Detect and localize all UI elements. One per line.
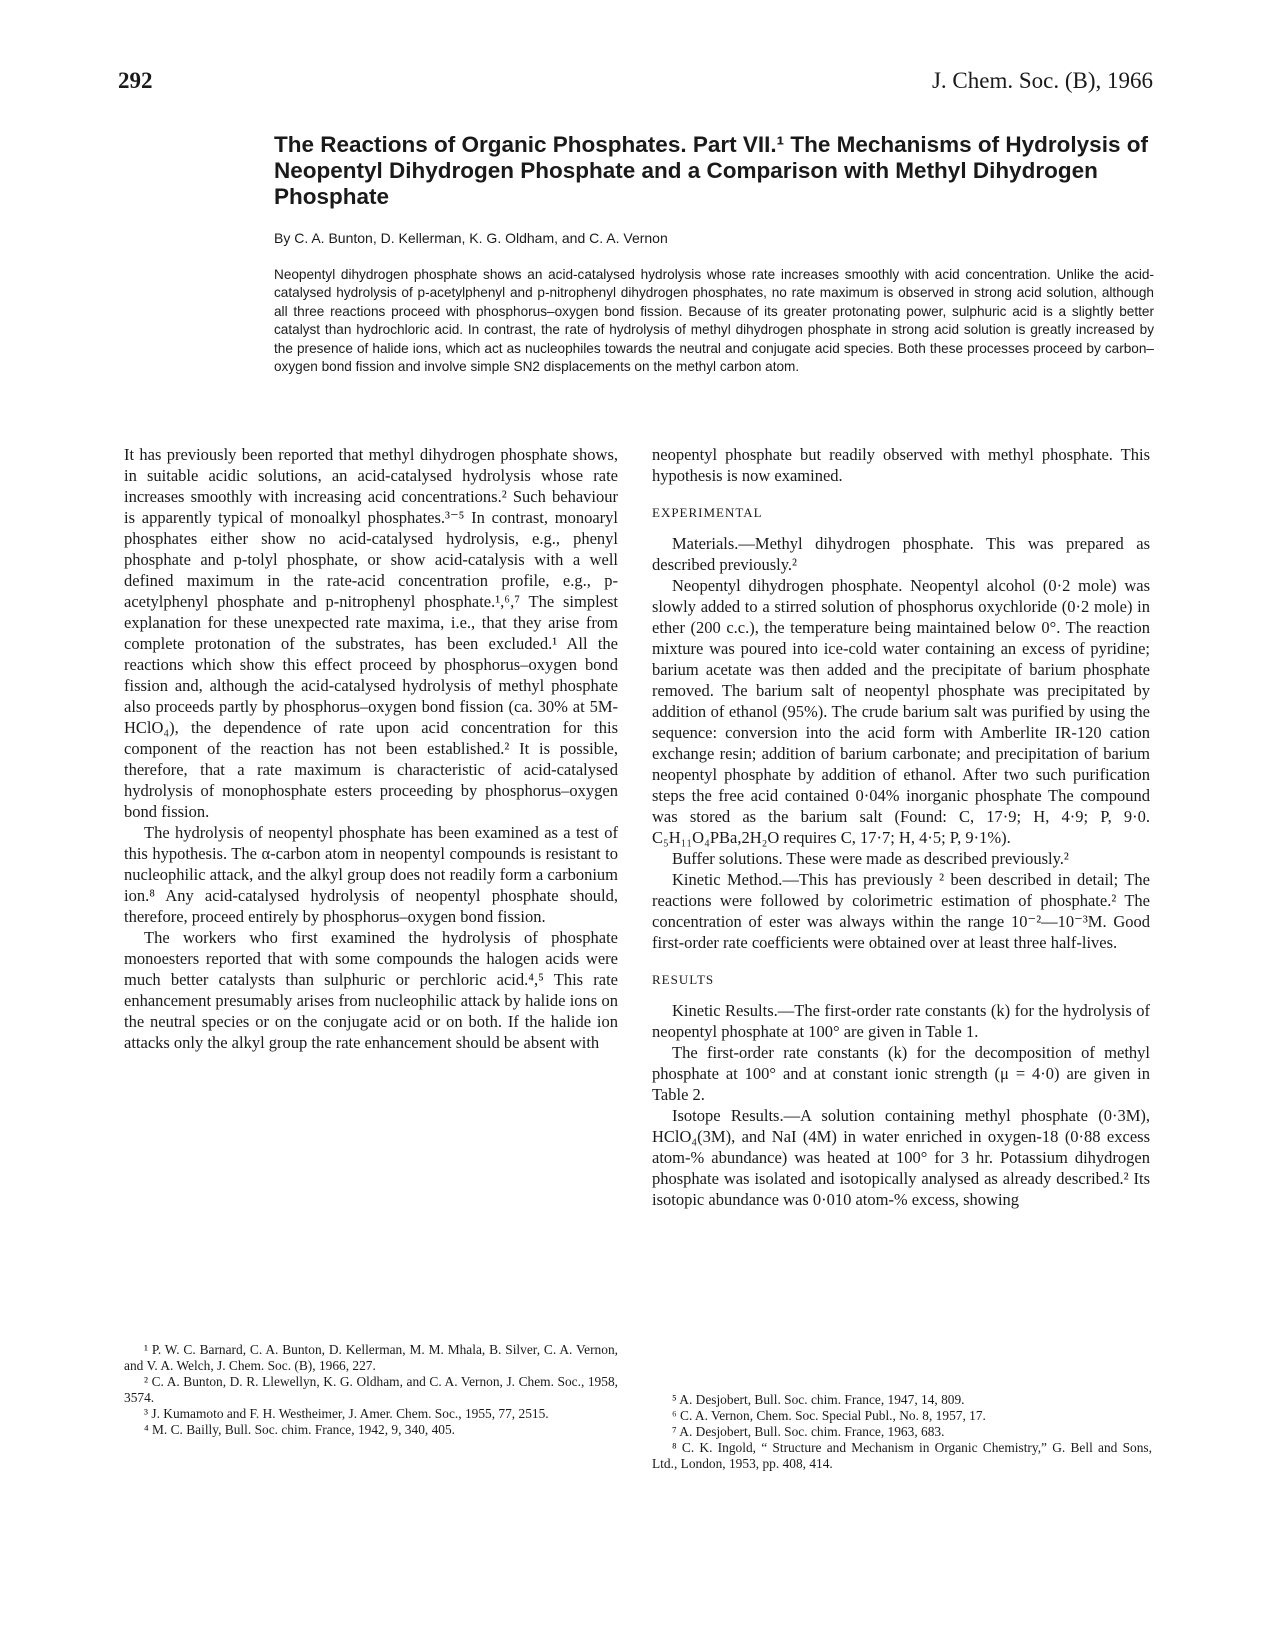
body-paragraph: Kinetic Results.—The first-order rate constants (k) for the hydrolysis of neopentyl phosphate at 100° are given in Table 1.: [652, 1001, 1150, 1041]
footnote: ⁴ M. C. Bailly, Bull. Soc. chim. France, 1942, 9, 340, 405.: [144, 1422, 456, 1437]
body-column-left: [124, 444, 618, 1053]
body-paragraph: Kinetic Method.—This has previously ² been described in detail; The reactions were followed by colorimetric estimation of phosphate.² The concentration of ester was always within the range 10⁻²—10⁻³M. Good first-order rate coefficients were obtained over at least three half-lives.: [652, 870, 1150, 952]
body-paragraph: The workers who first examined the hydrolysis of phosphate monoesters reported that with some compounds the halogen acids were much better catalysts than sulphuric or perchloric acid.⁴,⁵ This rate enhancement presumably arises from nucleophilic attack by halide ions on the neutral species or on the conjugate acid or on both. If the halide ion attacks only the alkyl group the rate enhancement should be absent with: [124, 928, 618, 1052]
section-heading-experimental: EXPERIMENTAL: [652, 505, 763, 520]
article-title: The Reactions of Organic Phosphates. Part VII.¹ The Mechanisms of Hydrolysis of Neopentyl Dihydrogen Phosphate and a Comparison with Methyl Dihydrogen Phosphate: [274, 132, 1148, 209]
body-paragraph: neopentyl phosphate but readily observed with methyl phosphate. This hypothesis is now examined.: [652, 445, 1150, 485]
body-paragraph: Neopentyl dihydrogen phosphate. Neopentyl alcohol (0·2 mole) was slowly added to a stirred solution of phosphorus oxychloride (0·2 mole) in ether (200 c.c.), the temperature being maintained below 0°. The reaction mixture was poured into ice-cold water containing an excess of pyridine; barium acetate was then added and the precipitate of barium phosphate removed. The barium salt of neopentyl phosphate was precipitated by addition of ethanol (95%). The crude barium salt was purified by using the sequence: conversion into the acid form with Amberlite IR-120 cation exchange resin; addition of barium carbonate; and precipitation of barium neopentyl phosphate by addition of ethanol. After two such purification steps the free acid contained 0·04% inorganic phosphate The compound was stored as the barium salt (Found: C, 17·9; H, 4·9; P, 9·0. C₅H₁₁O₄PBa,2H₂O requires C, 17·7; H, 4·5; P, 9·1%).: [652, 576, 1150, 847]
body-paragraph: It has previously been reported that methyl dihydrogen phosphate shows, in suitable acidic solutions, an acid-catalysed hydrolysis whose rate increases smoothly with increasing acid concentrations.² Such behaviour is apparently typical of monoalkyl phosphates.³⁻⁵ In contrast, monoaryl phosphates either show no acid-catalysed hydrolysis, e.g., phenyl phosphate and p-tolyl phosphate, or show acid-catalysis with a well defined maximum in the rate-acid concentration profile, e.g., p-acetylphenyl phosphate and p-nitrophenyl phosphate.¹,⁶,⁷ The simplest explanation for these unexpected rate maxima, i.e., that they arise from complete protonation of the substrates, has been excluded.¹ All the reactions which show this effect proceed by phosphorus–oxygen bond fission and, although the acid-catalysed hydrolysis of methyl phosphate also proceeds partly by phosphorus–oxygen bond fission (ca. 30% at 5M-HClO₄), the dependence of rate upon acid concentration for this component of the reaction has not been established.² It is possible, therefore, that a rate maximum is characteristic of acid-catalysed hydrolysis of monophosphate esters proceeding by phosphorus–oxygen bond fission.: [124, 445, 618, 821]
footnote: ³ J. Kumamoto and F. H. Westheimer, J. Amer. Chem. Soc., 1955, 77, 2515.: [144, 1406, 549, 1421]
footnote: ¹ P. W. C. Barnard, C. A. Bunton, D. Kellerman, M. M. Mhala, B. Silver, C. A. Vernon, and V. A. Welch, J. Chem. Soc. (B), 1966, 227.: [124, 1342, 618, 1373]
body-paragraph: Isotope Results.—A solution containing methyl phosphate (0·3M), HClO₄(3M), and NaI (4M) in water enriched in oxygen-18 (0·88 excess atom-% abundance) was heated at 100° for 3 hr. Potassium dihydrogen phosphate was isolated and isotopically analysed as already described.² Its isotopic abundance was 0·010 atom-% excess, showing: [652, 1106, 1150, 1209]
journal-header: J. Chem. Soc. (B), 1966: [931, 68, 1153, 93]
footnote: ⁷ A. Desjobert, Bull. Soc. chim. France, 1963, 683.: [672, 1424, 945, 1439]
footnote: ⁸ C. K. Ingold, “ Structure and Mechanism in Organic Chemistry,” G. Bell and Sons, Ltd., London, 1953, pp. 408, 414.: [652, 1440, 1152, 1471]
page-number: 292: [118, 68, 153, 93]
body-paragraph: Materials.—Methyl dihydrogen phosphate. This was prepared as described previously.²: [652, 534, 1150, 574]
section-heading-results: RESULTS: [652, 972, 715, 987]
body-column-right: [652, 444, 1150, 1210]
footnote: ⁵ A. Desjobert, Bull. Soc. chim. France, 1947, 14, 809.: [672, 1392, 965, 1407]
body-paragraph: The first-order rate constants (k) for the decomposition of methyl phosphate at 100° and at constant ionic strength (μ = 4·0) are given in Table 2.: [652, 1043, 1150, 1104]
footnotes-right: [652, 1392, 1152, 1472]
footnote: ⁶ C. A. Vernon, Chem. Soc. Special Publ., No. 8, 1957, 17.: [672, 1408, 986, 1423]
footnotes-left: [124, 1342, 618, 1438]
body-paragraph: The hydrolysis of neopentyl phosphate has been examined as a test of this hypothesis. The α-carbon atom in neopentyl compounds is resistant to nucleophilic attack, and the alkyl group does not readily form a carbonium ion.⁸ Any acid-catalysed hydrolysis of neopentyl phosphate should, therefore, proceed entirely by phosphorus–oxygen bond fission.: [124, 823, 618, 926]
body-paragraph: Buffer solutions. These were made as described previously.²: [672, 849, 1069, 868]
footnote: ² C. A. Bunton, D. R. Llewellyn, K. G. Oldham, and C. A. Vernon, J. Chem. Soc., 1958, 3574.: [124, 1374, 618, 1405]
article-authors: By C. A. Bunton, D. Kellerman, K. G. Oldham, and C. A. Vernon: [274, 230, 668, 246]
article-abstract: Neopentyl dihydrogen phosphate shows an acid-catalysed hydrolysis whose rate increases smoothly with acid concentration. Unlike the acid-catalysed hydrolysis of p-acetylphenyl and p-nitrophenyl dihydrogen phosphates, no rate maximum is observed in strong acid solution, although all three reactions proceed with phosphorus–oxygen bond fission. Because of its greater protonating power, sulphuric acid is a slightly better catalyst than hydrochloric acid. In contrast, the rate of hydrolysis of methyl dihydrogen phosphate in strong acid solution is greatly increased by the presence of halide ions, which act as nucleophiles towards the neutral and conjugate acid species. Both these processes proceed by carbon–oxygen bond fission and involve simple SN2 displacements on the methyl carbon atom.: [274, 267, 1154, 375]
